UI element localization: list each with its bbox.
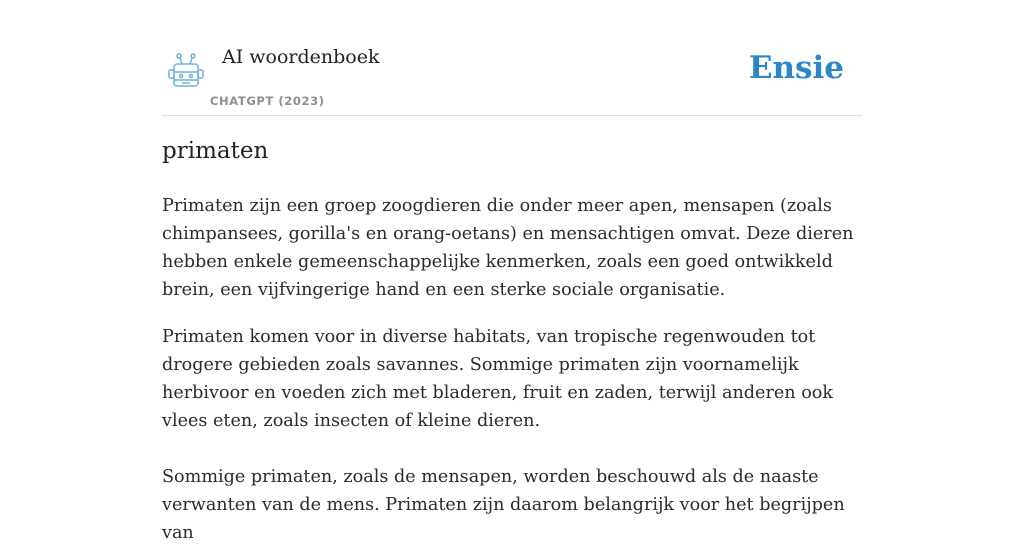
entry-definition [162, 192, 862, 547]
source-label: CHATGPT (2023) [210, 94, 325, 108]
brand-logo[interactable]: Ensie [748, 50, 844, 86]
definition-paragraph: Primaten komen voor in diverse habitats, van tropische regenwouden tot drogere gebieden zoals savannes. Sommige primaten zijn voornamelijk herbivoor en voeden zich met bladeren, fruit en zaden, terwijl anderen ook vlees eten, zoals insecten of kleine dieren. [162, 327, 834, 431]
header [162, 40, 862, 116]
definition-paragraph: Primaten zijn een groep zoogdieren die onder meer apen, mensapen (zoals chimpansees, gorilla's en orang-oetans) en mensachtigen omvat. Deze dieren hebben enkele gemeenschappelijke kenmerken, zoals een goed ontwikkeld brein, een vijfvingerige hand en een sterke sociale organisatie. [162, 196, 854, 300]
entry-term: primaten [162, 138, 269, 164]
robot-icon [166, 52, 206, 90]
definition-paragraph: Sommige primaten, zoals de mensapen, worden beschouwd als de naaste verwanten van de mens. Primaten zijn daarom belangrijk voor het begrijpen van [162, 467, 845, 543]
dictionary-title[interactable]: AI woordenboek [222, 46, 380, 68]
